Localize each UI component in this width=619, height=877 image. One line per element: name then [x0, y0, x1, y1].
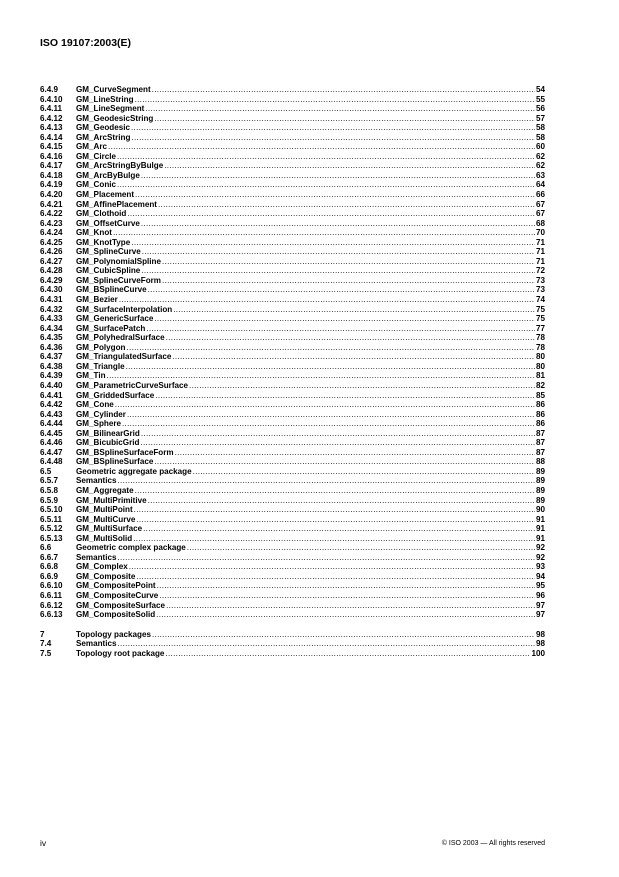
toc-page-number: 89	[535, 495, 545, 505]
toc-leader-dots	[142, 247, 535, 257]
toc-entry[interactable]	[40, 133, 545, 143]
toc-section-number: 6.4.27	[40, 256, 63, 266]
toc-page-number: 80	[535, 361, 545, 371]
toc-section-title: GM_ParametricCurveSurface	[76, 380, 189, 390]
toc-section-title: GM_CompositeSolid	[76, 610, 156, 620]
toc-page-number: 75	[535, 304, 545, 314]
toc-section-title: GM_Complex	[76, 562, 128, 572]
toc-leader-dots	[118, 476, 535, 486]
toc-entry[interactable]	[40, 200, 545, 210]
toc-section-title: GM_MultiSolid	[76, 533, 133, 543]
toc-section-number: 6.4.25	[40, 237, 63, 247]
toc-entry[interactable]	[40, 610, 545, 620]
toc-section-title: GM_CompositeSurface	[76, 600, 166, 610]
toc-entry[interactable]	[40, 438, 545, 448]
toc-page-number: 62	[535, 151, 545, 161]
toc-section-title: GM_Bezier	[76, 295, 118, 305]
toc-leader-dots	[108, 142, 535, 152]
toc-section-title: GM_Triangle	[76, 361, 125, 371]
toc-section-number: 6.4.39	[40, 371, 63, 381]
toc-section-number: 6.6.7	[40, 552, 59, 562]
toc-section-number: 6.4.12	[40, 113, 63, 123]
toc-section-title: Geometric aggregate package	[76, 466, 192, 476]
toc-entry[interactable]	[40, 343, 545, 353]
toc-entry[interactable]	[40, 639, 545, 649]
toc-leader-dots	[119, 295, 535, 305]
toc-section-number: 6.4.46	[40, 438, 63, 448]
toc-page-number: 60	[535, 142, 545, 152]
toc-entry[interactable]	[40, 305, 545, 315]
toc-section-title: GM_Placement	[76, 190, 135, 200]
document-header: ISO 19107:2003(E)	[40, 37, 132, 49]
toc-section-number: 6.4.41	[40, 390, 63, 400]
toc-section-number: 6.4.42	[40, 400, 63, 410]
toc-section-title: GM_BicubicGrid	[76, 438, 140, 448]
toc-entry[interactable]	[40, 391, 545, 401]
toc-leader-dots	[162, 276, 535, 286]
toc-section-number: 6.4.29	[40, 275, 63, 285]
toc-entry[interactable]	[40, 152, 545, 162]
toc-entry[interactable]	[40, 649, 545, 659]
toc-entry[interactable]	[40, 419, 545, 429]
toc-page-number: 90	[535, 505, 545, 515]
toc-section-title: GM_SplineCurve	[76, 247, 141, 257]
toc-entry[interactable]	[40, 381, 545, 391]
toc-entry[interactable]	[40, 601, 545, 611]
toc-leader-dots	[118, 639, 535, 649]
toc-page-number: 63	[535, 170, 545, 180]
toc-leader-dots	[162, 257, 535, 267]
toc-section-number: 6.4.28	[40, 266, 63, 276]
table-of-contents	[40, 85, 545, 658]
toc-section-title: GM_MultiCurve	[76, 514, 136, 524]
toc-page-number: 67	[535, 199, 545, 209]
toc-page-number: 70	[535, 228, 545, 238]
toc-section-number: 6.5.10	[40, 505, 63, 515]
toc-section-title: GM_Circle	[76, 151, 117, 161]
toc-section-number: 6.4.20	[40, 190, 63, 200]
toc-section-number: 6.4.43	[40, 409, 63, 419]
toc-page-number: 81	[535, 371, 545, 381]
toc-page-number: 88	[535, 457, 545, 467]
toc-entry[interactable]	[40, 352, 545, 362]
toc-entry[interactable]	[40, 209, 545, 219]
toc-section-title: GM_ArcString	[76, 132, 131, 142]
toc-entry[interactable]	[40, 142, 545, 152]
toc-section-title: GM_BSplineCurve	[76, 285, 147, 295]
toc-section-number: 6.6.13	[40, 610, 63, 620]
toc-section-number: 6.6.9	[40, 571, 59, 581]
toc-entry[interactable]	[40, 266, 545, 276]
toc-entry[interactable]	[40, 362, 545, 372]
toc-entry[interactable]	[40, 543, 545, 553]
toc-entry[interactable]	[40, 114, 545, 124]
toc-section-title: GM_Geodesic	[76, 123, 130, 133]
toc-page-number: 57	[535, 113, 545, 123]
toc-page-number: 80	[535, 352, 545, 362]
toc-leader-dots	[135, 190, 535, 200]
toc-page-number: 96	[535, 590, 545, 600]
toc-entry[interactable]	[40, 161, 545, 171]
toc-section-number: 6.4.47	[40, 447, 63, 457]
toc-section-title: GM_BSplineSurface	[76, 457, 154, 467]
toc-page-number: 89	[535, 466, 545, 476]
toc-entry[interactable]	[40, 333, 545, 343]
toc-section-number: 6.4.26	[40, 247, 63, 257]
toc-entry[interactable]	[40, 630, 545, 640]
toc-section-number: 6.4.22	[40, 209, 63, 219]
toc-section-title: GM_LineSegment	[76, 104, 145, 114]
toc-section-title: GM_PolyhedralSurface	[76, 333, 165, 343]
toc-section-title: Topology packages	[76, 629, 151, 639]
toc-leader-dots	[154, 114, 535, 124]
toc-page-number: 58	[535, 132, 545, 142]
toc-leader-dots	[141, 266, 535, 276]
toc-leader-dots	[135, 486, 535, 496]
toc-page-number: 86	[535, 409, 545, 419]
toc-entry[interactable]	[40, 123, 545, 133]
toc-section-number: 6.5.8	[40, 485, 59, 495]
toc-page-number: 71	[535, 247, 545, 257]
toc-section-number: 6.5.7	[40, 476, 59, 486]
toc-entry[interactable]	[40, 534, 545, 544]
toc-section-number: 6.4.10	[40, 94, 63, 104]
toc-leader-dots	[156, 610, 535, 620]
toc-page-number: 66	[535, 190, 545, 200]
toc-entry[interactable]	[40, 457, 545, 467]
toc-section-number: 6.5.9	[40, 495, 59, 505]
toc-page-number: 91	[535, 514, 545, 524]
toc-leader-dots	[145, 104, 535, 114]
toc-section-title: GM_SurfacePatch	[76, 323, 146, 333]
toc-section-title: GM_BilinearGrid	[76, 428, 140, 438]
toc-page-number: 56	[535, 104, 545, 114]
toc-entry[interactable]	[40, 190, 545, 200]
toc-page-number: 100	[531, 648, 545, 658]
toc-leader-dots	[157, 581, 535, 591]
toc-leader-dots	[136, 515, 535, 525]
toc-leader-dots	[126, 362, 535, 372]
toc-leader-dots	[141, 171, 535, 181]
toc-leader-dots	[135, 95, 535, 105]
toc-page-number: 94	[535, 571, 545, 581]
toc-section-number: 6.4.34	[40, 323, 63, 333]
toc-section-number: 6.4.21	[40, 199, 63, 209]
toc-section-title: GM_CurveSegment	[76, 85, 151, 94]
toc-entry[interactable]	[40, 180, 545, 190]
toc-leader-dots	[158, 200, 535, 210]
toc-entry[interactable]	[40, 486, 545, 496]
toc-section-number: 6.6.10	[40, 581, 63, 591]
toc-leader-dots	[155, 391, 535, 401]
toc-entry[interactable]	[40, 219, 545, 229]
toc-entry[interactable]	[40, 257, 545, 267]
toc-leader-dots	[141, 219, 535, 229]
toc-page-number: 95	[535, 581, 545, 591]
toc-section-title: GM_TriangulatedSurface	[76, 352, 172, 362]
toc-section-number: 6.6.12	[40, 600, 63, 610]
toc-section-number: 6.4.14	[40, 132, 63, 142]
toc-section-title: Semantics	[76, 639, 117, 649]
toc-page-number: 86	[535, 400, 545, 410]
toc-leader-dots	[133, 534, 535, 544]
toc-section-number: 6.4.16	[40, 151, 63, 161]
toc-section-title: GM_CompositePoint	[76, 581, 156, 591]
toc-page-number: 75	[535, 314, 545, 324]
toc-leader-dots	[187, 543, 535, 553]
toc-section-title: GM_Tin	[76, 371, 106, 381]
toc-section-number: 6.4.38	[40, 361, 63, 371]
toc-page-number: 67	[535, 209, 545, 219]
toc-leader-dots	[107, 371, 535, 381]
toc-entry[interactable]	[40, 228, 545, 238]
toc-section-number: 6.4.18	[40, 170, 63, 180]
toc-page-number: 87	[535, 447, 545, 457]
toc-section-title: GM_Cylinder	[76, 409, 126, 419]
toc-entry[interactable]	[40, 505, 545, 515]
toc-section-number: 6.5	[40, 466, 52, 476]
toc-section-number: 6.4.32	[40, 304, 63, 314]
page-number: iv	[40, 838, 47, 848]
toc-section-title: GM_Polygon	[76, 342, 126, 352]
toc-section-number: 6.4.31	[40, 295, 63, 305]
toc-page-number: 77	[535, 323, 545, 333]
toc-section-title: GM_Sphere	[76, 419, 121, 429]
toc-leader-dots	[117, 152, 535, 162]
toc-leader-dots	[127, 410, 535, 420]
toc-entry[interactable]	[40, 276, 545, 286]
copyright-notice: © ISO 2003 — All rights reserved	[441, 840, 545, 847]
toc-entry[interactable]	[40, 581, 545, 591]
toc-leader-dots	[115, 400, 535, 410]
toc-leader-dots	[159, 591, 535, 601]
toc-leader-dots	[129, 562, 535, 572]
toc-section-title: GM_GenericSurface	[76, 314, 154, 324]
toc-section-title: Semantics	[76, 476, 117, 486]
toc-section-title: GM_SurfaceInterpolation	[76, 304, 173, 314]
toc-page-number: 98	[535, 639, 545, 649]
toc-page-number: 73	[535, 275, 545, 285]
toc-entry[interactable]	[40, 400, 545, 410]
toc-leader-dots	[164, 161, 535, 171]
toc-section-number: 6.4.13	[40, 123, 63, 133]
toc-page-number: 73	[535, 285, 545, 295]
toc-section-number: 6.4.17	[40, 161, 63, 171]
toc-entry[interactable]	[40, 572, 545, 582]
toc-section-number: 6.4.35	[40, 333, 63, 343]
toc-section-number: 7.4	[40, 639, 52, 649]
toc-section-number: 6.4.36	[40, 342, 63, 352]
toc-leader-dots	[193, 467, 535, 477]
toc-entry[interactable]	[40, 295, 545, 305]
toc-leader-dots	[134, 505, 535, 515]
toc-page-number: 78	[535, 342, 545, 352]
toc-section-title: Topology root package	[76, 648, 165, 658]
toc-entry[interactable]	[40, 85, 545, 95]
toc-page-number: 92	[535, 552, 545, 562]
toc-section-title: GM_Composite	[76, 571, 136, 581]
toc-entry[interactable]	[40, 371, 545, 381]
toc-entry[interactable]	[40, 562, 545, 572]
toc-entry[interactable]	[40, 553, 545, 563]
toc-page-number: 98	[535, 629, 545, 639]
toc-leader-dots	[131, 133, 535, 143]
toc-page-number: 74	[535, 295, 545, 305]
toc-leader-dots	[131, 238, 535, 248]
toc-leader-dots	[165, 649, 530, 659]
toc-entry[interactable]	[40, 95, 545, 105]
toc-page-number: 71	[535, 256, 545, 266]
toc-section-title: GM_Clothoid	[76, 209, 127, 219]
toc-leader-dots	[118, 553, 535, 563]
toc-section-title: GM_MultiPoint	[76, 505, 133, 515]
toc-section-number: 6.4.24	[40, 228, 63, 238]
toc-section-number: 6.5.12	[40, 524, 63, 534]
toc-section-title: GM_LineString	[76, 94, 134, 104]
toc-section-number: 6.4.15	[40, 142, 63, 152]
toc-entry[interactable]	[40, 524, 545, 534]
toc-entry[interactable]	[40, 104, 545, 114]
toc-section-title: GM_ArcByBulge	[76, 170, 140, 180]
toc-leader-dots	[136, 572, 535, 582]
toc-page-number: 71	[535, 237, 545, 247]
toc-entry[interactable]	[40, 285, 545, 295]
toc-page-number: 72	[535, 266, 545, 276]
toc-entry[interactable]	[40, 429, 545, 439]
toc-entry[interactable]	[40, 171, 545, 181]
toc-section-number: 6.4.45	[40, 428, 63, 438]
toc-section-number: 6.6	[40, 543, 52, 553]
toc-section-title: GM_GeodesicString	[76, 113, 154, 123]
toc-page-number: 87	[535, 428, 545, 438]
toc-page-number: 68	[535, 218, 545, 228]
toc-page-number: 97	[535, 610, 545, 620]
toc-leader-dots	[113, 228, 535, 238]
toc-entry[interactable]	[40, 247, 545, 257]
toc-entry[interactable]	[40, 448, 545, 458]
toc-section-title: GM_SplineCurveForm	[76, 275, 162, 285]
toc-page-number: 91	[535, 524, 545, 534]
toc-page-number: 78	[535, 333, 545, 343]
toc-section-title: Semantics	[76, 552, 117, 562]
toc-section-number: 7	[40, 629, 45, 639]
toc-leader-dots	[189, 381, 535, 391]
toc-page-number: 87	[535, 438, 545, 448]
toc-section-title: GM_KnotType	[76, 237, 131, 247]
toc-page-number: 64	[535, 180, 545, 190]
toc-page-number: 89	[535, 485, 545, 495]
toc-section-title: GM_Knot	[76, 228, 112, 238]
toc-leader-dots	[154, 457, 535, 467]
toc-page-number: 86	[535, 419, 545, 429]
toc-section-title: Geometric complex package	[76, 543, 186, 553]
toc-section-number: 6.6.8	[40, 562, 59, 572]
toc-page-number: 97	[535, 600, 545, 610]
toc-page-number: 91	[535, 533, 545, 543]
toc-leader-dots	[175, 448, 535, 458]
toc-section-number: 6.4.33	[40, 314, 63, 324]
toc-leader-dots	[143, 524, 535, 534]
toc-section-number: 6.4.11	[40, 104, 63, 114]
toc-section-number: 6.6.11	[40, 590, 63, 600]
toc-section-title: GM_Aggregate	[76, 485, 134, 495]
toc-leader-dots	[166, 333, 535, 343]
toc-leader-dots	[117, 180, 535, 190]
toc-entry[interactable]	[40, 476, 545, 486]
toc-leader-dots	[140, 438, 535, 448]
toc-section-number: 6.4.48	[40, 457, 63, 467]
toc-section-title: GM_AffinePlacement	[76, 199, 157, 209]
toc-section-title: GM_ArcStringByBulge	[76, 161, 164, 171]
toc-leader-dots	[152, 630, 535, 640]
toc-entry[interactable]	[40, 314, 545, 324]
toc-page-number: 58	[535, 123, 545, 133]
toc-section-title: GM_MultiPrimitive	[76, 495, 147, 505]
toc-entry[interactable]	[40, 591, 545, 601]
toc-section-number: 6.4.23	[40, 218, 63, 228]
toc-section-title: GM_MultiSurface	[76, 524, 143, 534]
toc-leader-dots	[131, 123, 535, 133]
toc-entry[interactable]	[40, 410, 545, 420]
toc-section-number: 7.5	[40, 648, 52, 658]
toc-page-number: 93	[535, 562, 545, 572]
toc-leader-dots	[172, 352, 535, 362]
toc-section-number: 6.5.13	[40, 533, 63, 543]
toc-page-number: 92	[535, 543, 545, 553]
toc-section-title: GM_Conic	[76, 180, 117, 190]
toc-section-title: GM_OffsetCurve	[76, 218, 140, 228]
toc-entry[interactable]	[40, 515, 545, 525]
toc-section-title: GM_BSplineSurfaceForm	[76, 447, 174, 457]
toc-section-title: GM_CompositeCurve	[76, 590, 159, 600]
toc-section-number: 6.4.40	[40, 380, 63, 390]
toc-leader-dots	[126, 343, 535, 353]
toc-section-title: GM_GriddedSurface	[76, 390, 155, 400]
toc-section-number: 6.5.11	[40, 514, 63, 524]
toc-section-number: 6.4.37	[40, 352, 63, 362]
toc-leader-dots	[122, 419, 535, 429]
toc-leader-dots	[141, 429, 535, 439]
toc-leader-dots	[127, 209, 535, 219]
toc-section-title: GM_Cone	[76, 400, 114, 410]
toc-leader-dots	[148, 496, 535, 506]
toc-section-number: 6.4.9	[40, 85, 59, 94]
toc-entry[interactable]	[40, 324, 545, 334]
toc-section-title: GM_Arc	[76, 142, 108, 152]
toc-leader-dots	[154, 314, 535, 324]
toc-leader-dots	[146, 324, 535, 334]
toc-entry[interactable]	[40, 496, 545, 506]
toc-section-number: 6.4.19	[40, 180, 63, 190]
toc-section-title: GM_CubicSpline	[76, 266, 141, 276]
toc-page-number: 85	[535, 390, 545, 400]
toc-leader-dots	[152, 85, 535, 95]
toc-entry[interactable]	[40, 238, 545, 248]
toc-page-number: 89	[535, 476, 545, 486]
toc-entry[interactable]	[40, 467, 545, 477]
toc-section-number: 6.4.44	[40, 419, 63, 429]
toc-leader-dots	[173, 305, 535, 315]
toc-page-number: 55	[535, 94, 545, 104]
toc-page-number: 54	[535, 85, 545, 94]
toc-page-number: 82	[535, 380, 545, 390]
toc-leader-dots	[166, 601, 535, 611]
toc-section-title: GM_PolynomialSpline	[76, 256, 162, 266]
toc-section-number: 6.4.30	[40, 285, 63, 295]
toc-page-number: 62	[535, 161, 545, 171]
toc-leader-dots	[148, 285, 535, 295]
